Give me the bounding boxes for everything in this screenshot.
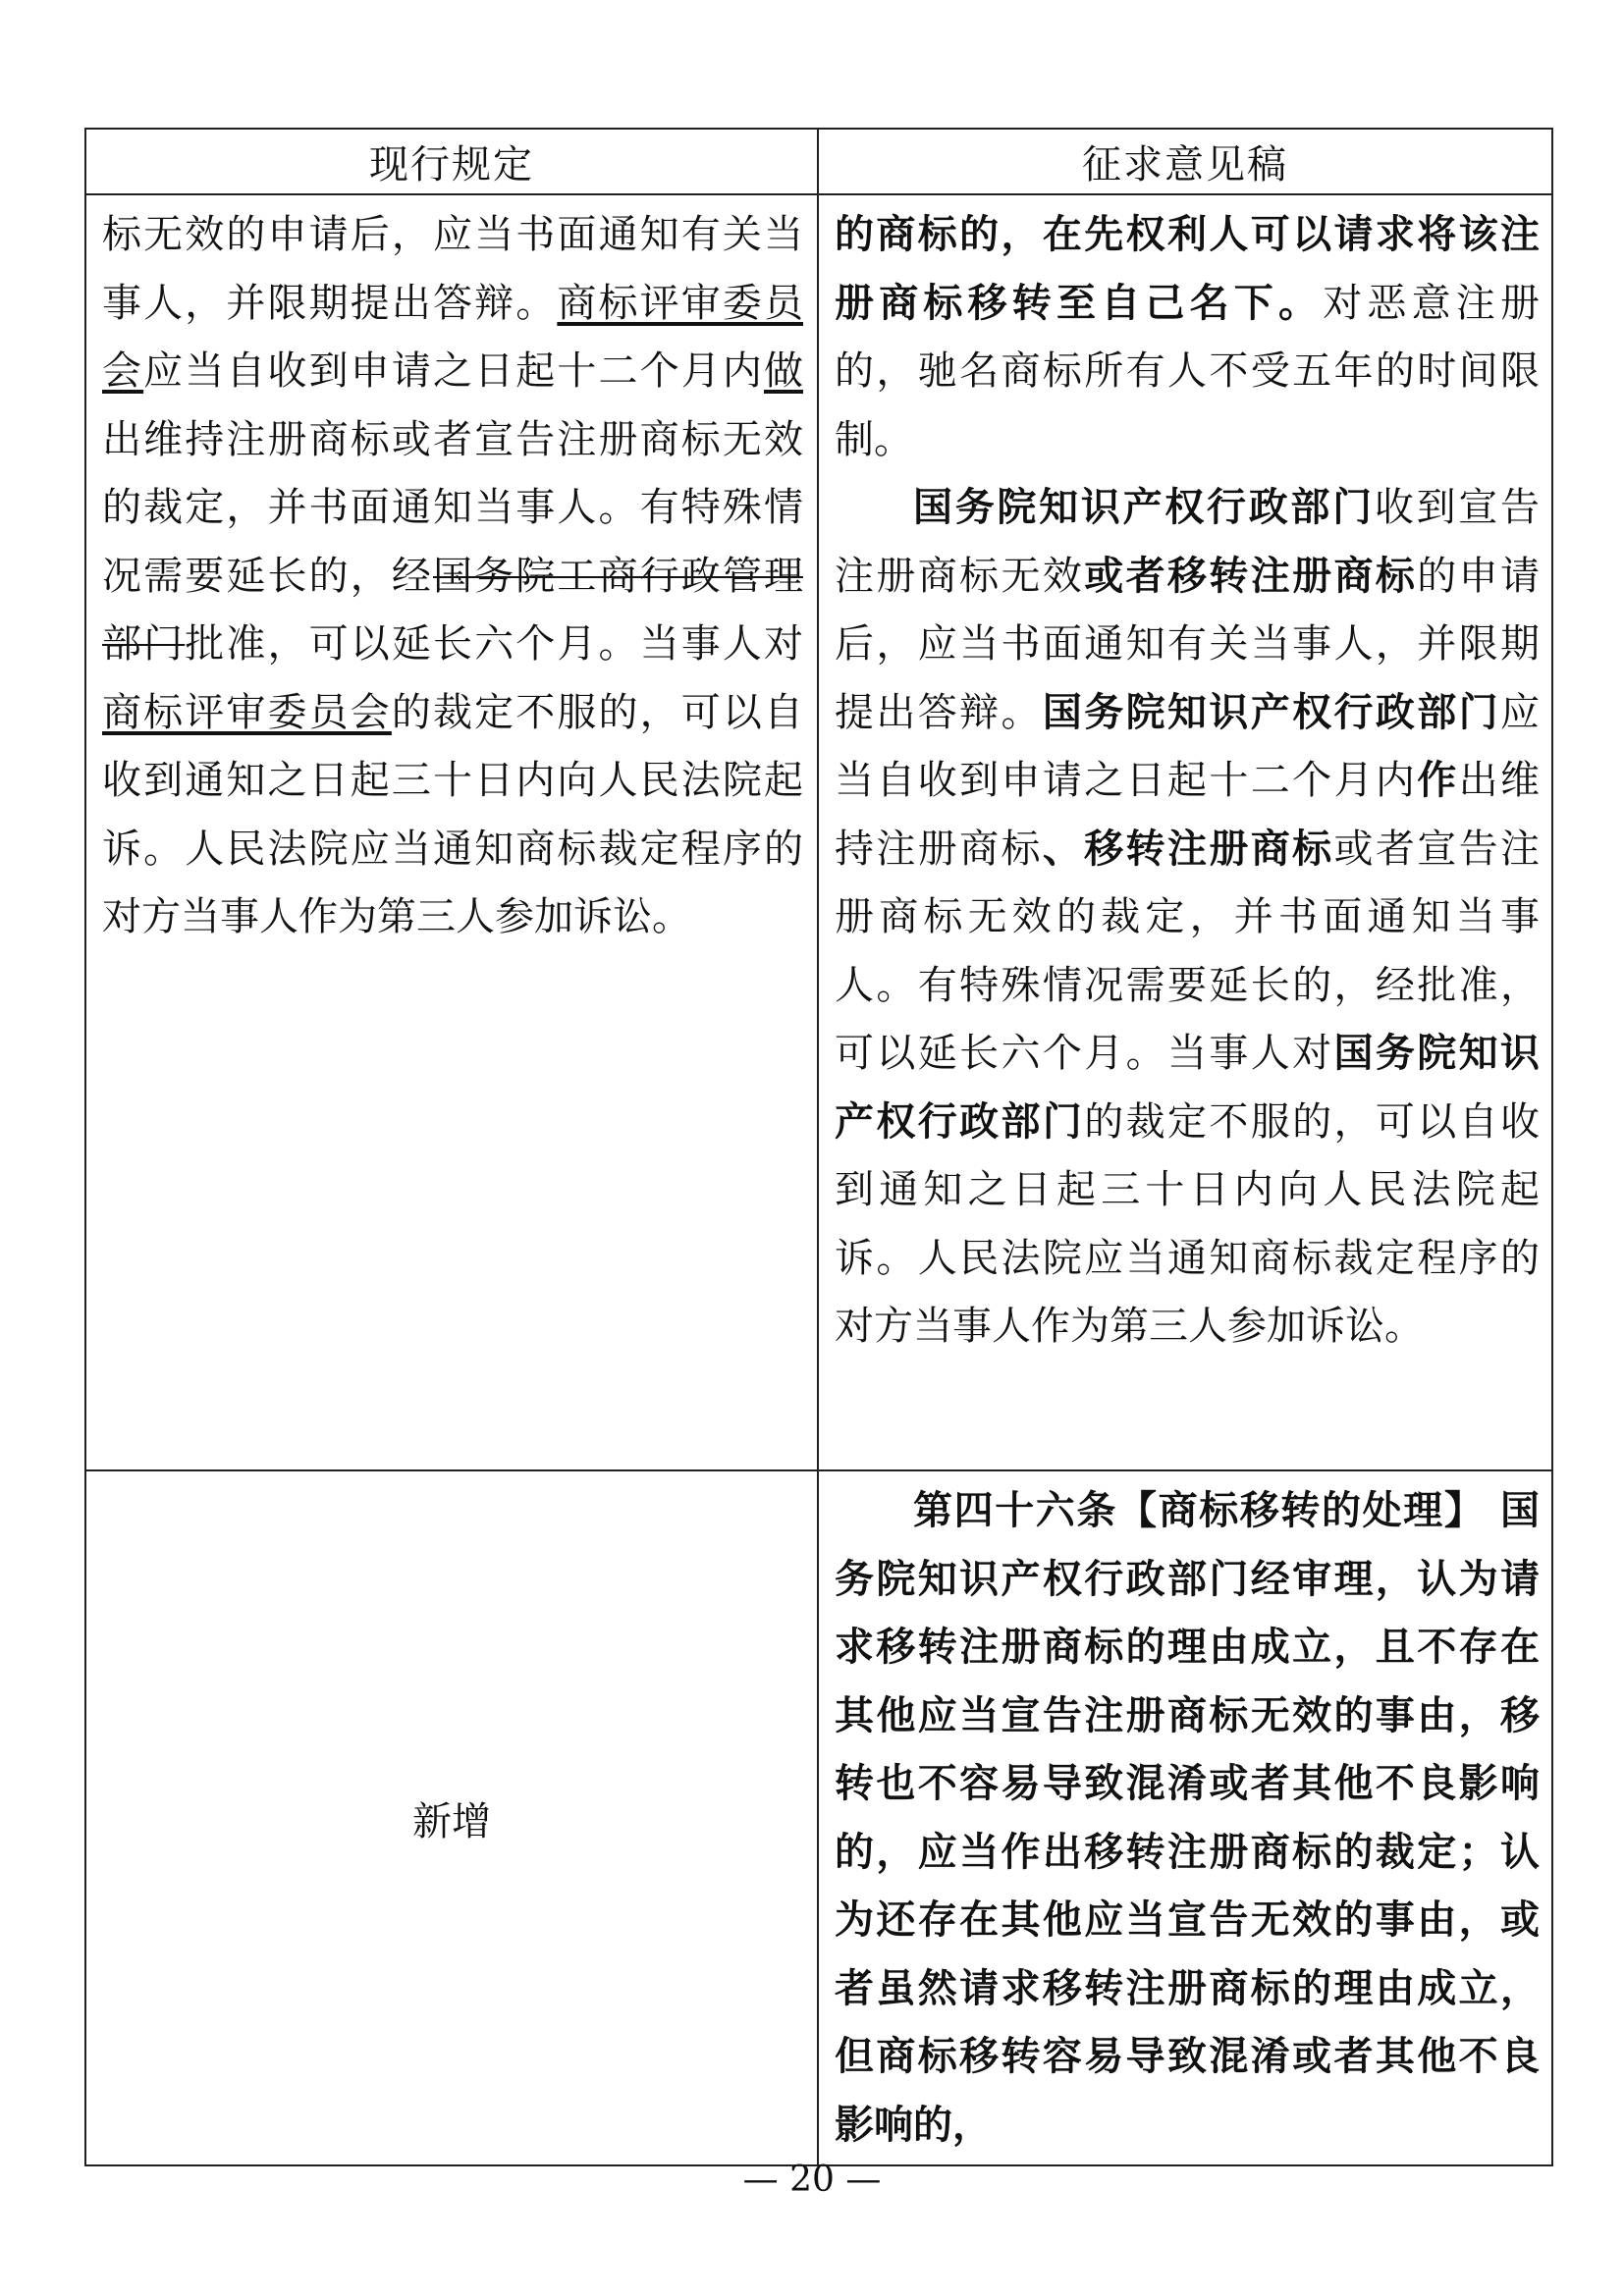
underlined-term: 商标评审委员会 <box>102 689 392 735</box>
page-number: — 20 — <box>742 2160 882 2200</box>
draft-paragraph-1 <box>835 201 1540 474</box>
header-current-rules: 现行规定 <box>85 129 818 194</box>
header-row <box>85 129 1552 194</box>
comparison-table <box>84 128 1553 2166</box>
text-run: 的裁定不服的，可以自收到通知之日起三十日内向人民法院起诉。人民法院应当通知商标裁定程序的对方当事人作为第三人参加诉讼。 <box>835 1098 1540 1349</box>
underlined-term: 商标评审委员会 <box>102 280 803 394</box>
added-text: 作 <box>1417 758 1459 803</box>
draft-cell <box>818 194 1552 1470</box>
text-run: 的裁定不服的，可以自收到通知之日起三十日内向人民法院起诉。人民法院应当通知商标裁定程序的对方当事人作为第三人参加诉讼。 <box>102 689 803 939</box>
added-text: 或者移转注册商标 <box>1084 553 1418 599</box>
added-text: 国务院知识产权行政部门 <box>1042 689 1500 735</box>
article-heading: 第四十六条【商标移转的处理】 <box>913 1488 1486 1533</box>
text-run: 或者宣告注册商标无效的裁定，并书面通知当事人。有特殊情况需要延长的，经批准，可以延长六个月。当事人对 <box>835 826 1540 1076</box>
current-rules-text <box>86 195 817 956</box>
new-addition-cell <box>85 1470 818 2165</box>
deleted-term: 国务院工商行政管理部门 <box>102 553 803 667</box>
added-text: 的商标的，在先权利人可以请求将该注册商标移转至自己名下。 <box>835 212 1540 326</box>
text-run: 对恶意注册的，驰名商标所有人不受五年的时间限制。 <box>835 280 1541 462</box>
article-body: 国务院知识产权行政部门经审理，认为请求移转注册商标的理由成立，且不存在其他应当宣告注册商标无效的事由，移转也不容易导致混淆或者其他不良影响的，应当作出移转注册商标的裁定；认为还存在其他应当宣告无效的事由，或者虽然请求移转注册商标的理由成立，但商标移转容易导致混淆或者其他不良影响的， <box>835 1488 1540 2148</box>
text-run: 出维持注册商标 <box>835 758 1540 872</box>
article-46-paragraph <box>835 1477 1540 2160</box>
text-run: 批准，可以延长六个月。当事人对 <box>185 621 803 667</box>
text-run: 收到宣告注册商标无效 <box>835 485 1541 599</box>
added-text: 、移转注册商标 <box>1042 826 1334 872</box>
underlined-term: 做 <box>764 348 803 394</box>
draft-text <box>819 195 1551 1365</box>
table-row <box>85 1470 1552 2165</box>
added-text: 国务院知识产权行政部门 <box>913 485 1375 530</box>
text-run: 标无效的申请后，应当书面通知有关当事人，并限期提出答辩。 <box>102 212 803 326</box>
text-run: 应当自收到申请之日起十二个月内 <box>835 689 1540 803</box>
header-draft: 征求意见稿 <box>818 129 1552 194</box>
draft-article-cell <box>818 1470 1552 2165</box>
current-rules-cell <box>85 194 818 1470</box>
current-rules-paragraph <box>102 201 803 952</box>
added-text: 国务院知识产权行政部门 <box>835 1031 1540 1145</box>
text-run: 出维持注册商标或者宣告注册商标无效的裁定，并书面通知当事人。有特殊情况需要延长的，经 <box>102 416 803 599</box>
new-addition-label: 新增 <box>412 1798 491 1844</box>
draft-article-text <box>819 1471 1551 2163</box>
text-run: 的申请后，应当书面通知有关当事人，并限期提出答辩。 <box>835 553 1540 735</box>
draft-paragraph-2 <box>835 474 1540 1362</box>
table-row <box>85 194 1552 1470</box>
text-run: 应当自收到申请之日起十二个月内 <box>143 348 764 394</box>
